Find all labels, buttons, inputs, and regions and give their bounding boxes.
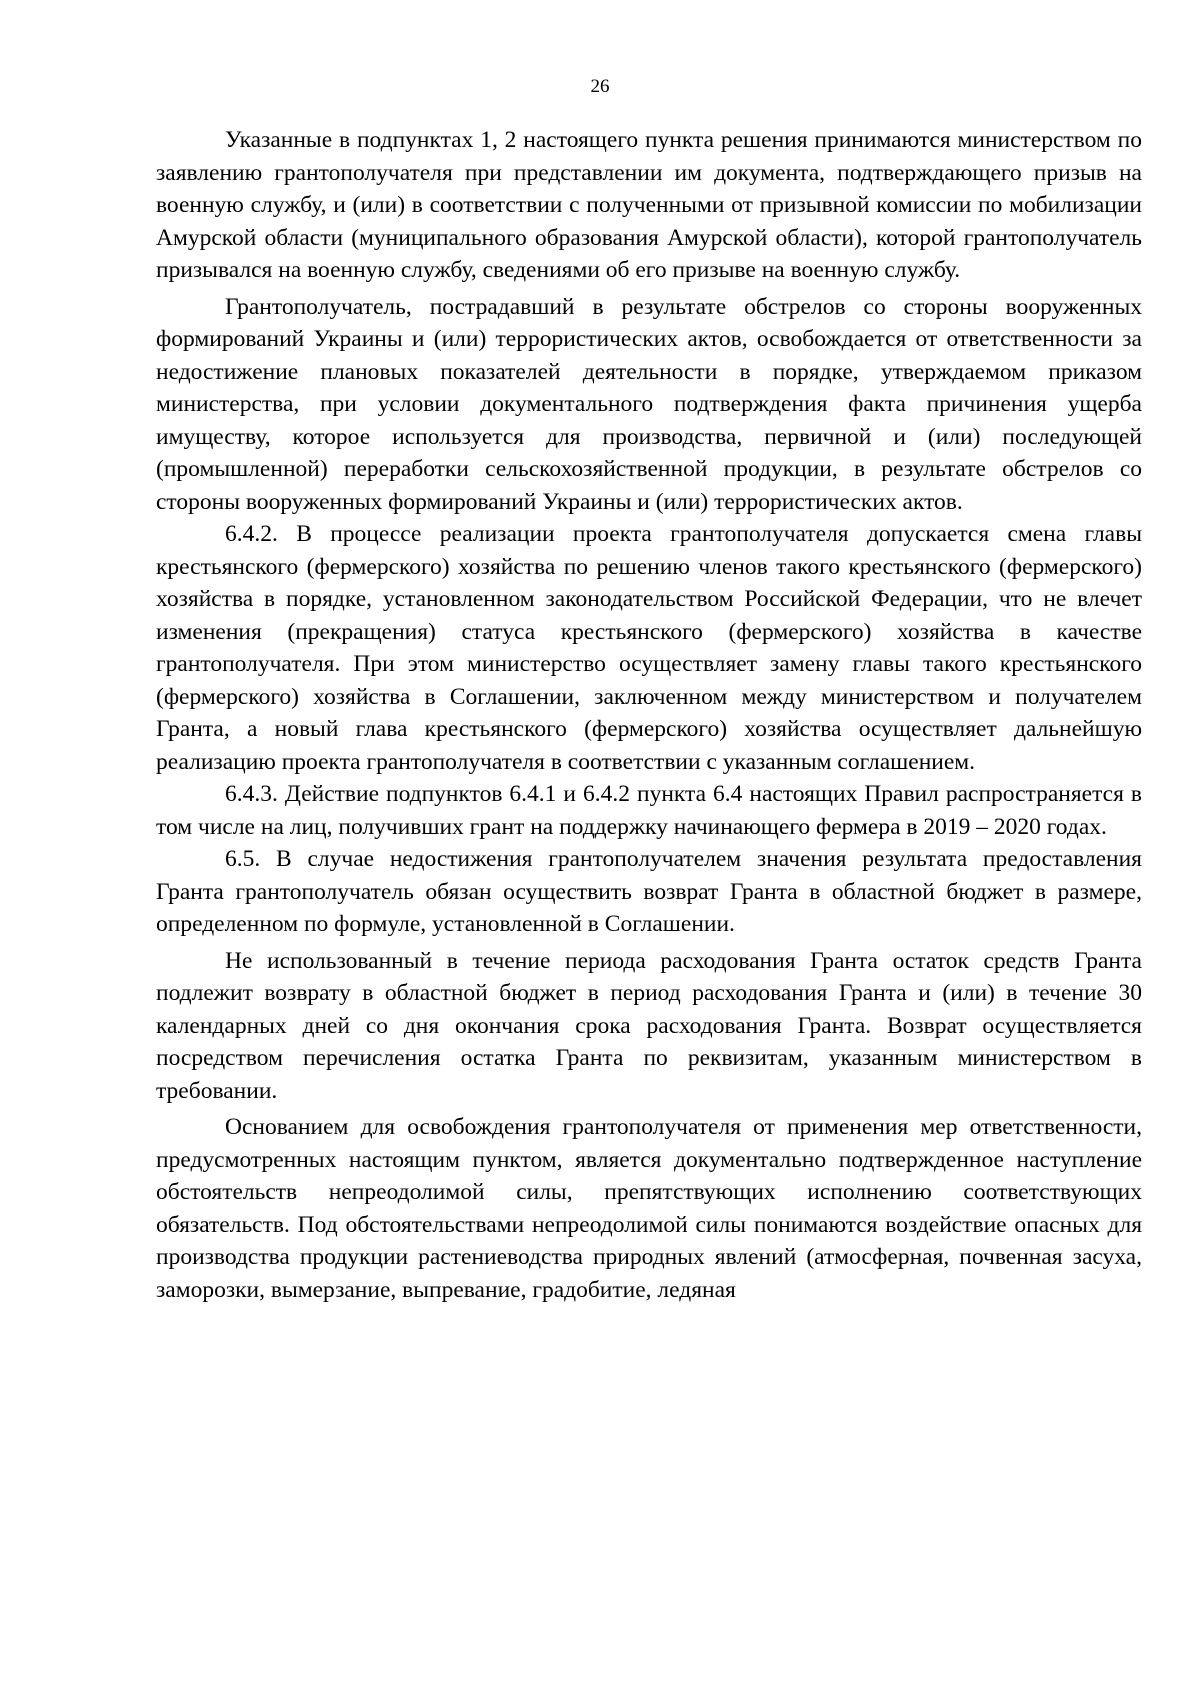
paragraph-6-4-2: 6.4.2. В процессе реализации проекта грантополучателя допускается смена главы крестьянского (фермерского) хозяйства по решению членов такого крестьянского (фермерского) хозяйства в порядке, установленном законодательством Российской Федерации, что не влечет изменения (прекращения) статуса крестьянского (фермерского) хозяйства в качестве грантополучателя. При этом министерство осуществляет замену главы такого крестьянского (фермерского) хозяйства в Соглашении, заключенном между министерством и получателем Гранта, а новый глава крестьянского (фермерского) хозяйства осуществляет дальнейшую реализацию проекта грантополучателя в соответствии с указанным соглашением. bbox=[156, 521, 1142, 775]
paragraph-force-majeure: Основанием для освобождения грантополучателя от применения мер ответственности, предусмотренных настоящим пунктом, является документально подтвержденное наступление обстоятельств непреодолимой силы, препятствующих исполнению соответствующих обязательств. Под обстоятельствами непреодолимой силы понимаются воздействие опасных для производства продукции растениеводства природных явлений (атмосферная, почвенная засуха, заморозки, вымерзание, выпревание, градобитие, ледяная bbox=[156, 1114, 1142, 1303]
paragraph-unused-funds: Не использованный в течение периода расходования Гранта остаток средств Гранта подлежит возврату в областной бюджет в период расходования Гранта и (или) в течение 30 календарных дней со дня окончания срока расходования Гранта. Возврат осуществляется посредством перечисления остатка Гранта по реквизитам, указанным министерством в требовании. bbox=[156, 947, 1142, 1104]
paragraph-shelling-exemption: Грантополучатель, пострадавший в результате обстрелов со стороны вооруженных формирований Украины и (или) террористических актов, освобождается от ответственности за недостижение плановых показателей деятельности в порядке, утверждаемом приказом министерства, при условии документального подтверждения факта причинения ущерба имуществу, которое используется для производства, первичной и (или) последующей (промышленной) переработки сельскохозяйственной продукции, в результате обстрелов со стороны вооруженных формирований Украины и (или) террористических актов. bbox=[156, 293, 1142, 515]
paragraph-6-5: 6.5. В случае недостижения грантополучателем значения результата предоставления Гранта грантополучатель обязан осуществить возврат Гранта в областной бюджет в размере, определенном по формуле, установленной в Соглашении. bbox=[156, 846, 1142, 937]
paragraph-call-up-decisions: Указанные в подпунктах 1, 2 настоящего пункта решения принимаются министерством по заявлению грантополучателя при представлении им документа, подтверждающего призыв на военную службу, и (или) в соответствии с полученными от призывной комиссии по мобилизации Амурской области (муниципального образования Амурской области), которой грантополучатель призывался на военную службу, сведениями об его призыве на военную службу. bbox=[156, 127, 1142, 283]
body-text bbox=[156, 124, 1142, 1306]
paragraph-6-4-3: 6.4.3. Действие подпунктов 6.4.1 и 6.4.2 пункта 6.4 настоящих Правил распространяется в том числе на лиц, получивших грант на поддержку начинающего фермера в 2019 – 2020 годах. bbox=[156, 781, 1142, 840]
page-number: 26 bbox=[590, 76, 610, 97]
